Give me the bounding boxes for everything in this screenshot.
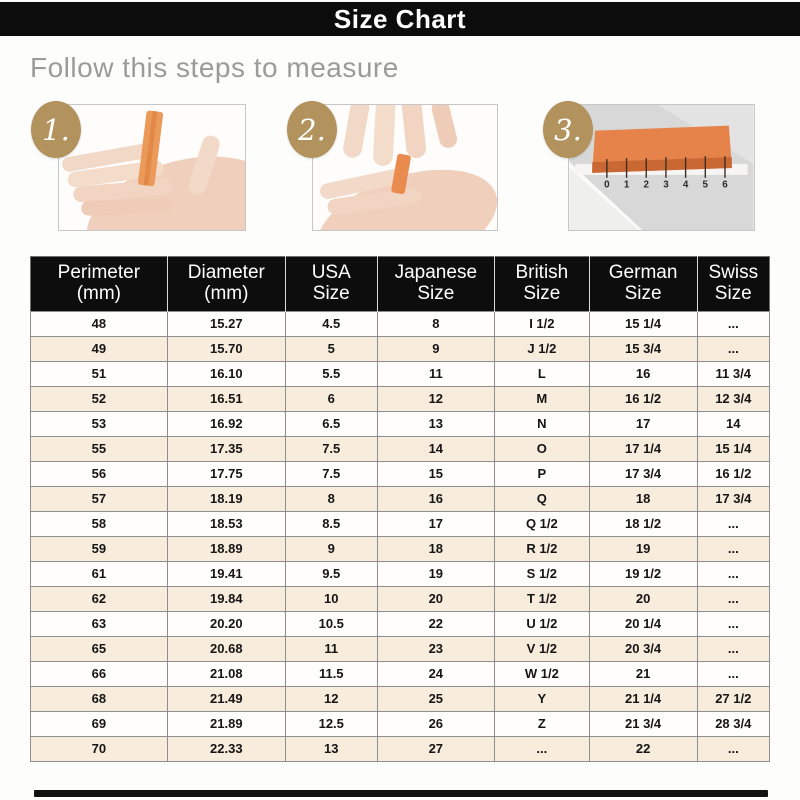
table-cell: 8 xyxy=(377,311,495,336)
step-1-badge: 1. xyxy=(31,101,81,158)
table-cell: M xyxy=(495,386,590,411)
table-cell: 59 xyxy=(31,536,168,561)
table-cell: 17 xyxy=(377,511,495,536)
table-row xyxy=(31,611,770,636)
table-cell: 12 xyxy=(377,386,495,411)
table-row xyxy=(31,461,770,486)
table-cell: 25 xyxy=(377,686,495,711)
table-cell: 9.5 xyxy=(285,561,377,586)
ruler-number: 4 xyxy=(682,179,689,191)
table-cell: I 1/2 xyxy=(495,311,590,336)
table-cell: 13 xyxy=(285,736,377,761)
table-cell: 19 1/2 xyxy=(589,561,697,586)
table-cell: 21.08 xyxy=(167,661,285,686)
table-cell: 20 1/4 xyxy=(589,611,697,636)
table-row xyxy=(31,586,770,611)
table-cell: 21 3/4 xyxy=(589,711,697,736)
table-row xyxy=(31,386,770,411)
table-cell: 16 1/2 xyxy=(589,386,697,411)
table-cell: 11 xyxy=(285,636,377,661)
table-cell: 22.33 xyxy=(167,736,285,761)
table-cell: 20.68 xyxy=(167,636,285,661)
table-cell: 49 xyxy=(31,336,168,361)
ruler-number: 5 xyxy=(702,179,709,191)
table-cell: 18 xyxy=(589,486,697,511)
table-cell: 6.5 xyxy=(285,411,377,436)
table-cell: U 1/2 xyxy=(495,611,590,636)
table-cell: 10.5 xyxy=(285,611,377,636)
step-1-photo xyxy=(58,104,246,231)
table-cell: T 1/2 xyxy=(495,586,590,611)
table-cell: ... xyxy=(697,636,769,661)
table-header xyxy=(31,257,770,312)
table-cell: 14 xyxy=(697,411,769,436)
table-cell: 20 3/4 xyxy=(589,636,697,661)
column-header: German Size xyxy=(589,257,697,312)
table-cell: 11 xyxy=(377,361,495,386)
table-cell: 11 3/4 xyxy=(697,361,769,386)
table-cell: ... xyxy=(697,336,769,361)
table-cell: 14 xyxy=(377,436,495,461)
table-cell: 27 xyxy=(377,736,495,761)
ruler-strip-illustration xyxy=(569,105,754,230)
table-cell: 11.5 xyxy=(285,661,377,686)
table-cell: 21.89 xyxy=(167,711,285,736)
table-cell: 15 1/4 xyxy=(697,436,769,461)
table-cell: 61 xyxy=(31,561,168,586)
table-cell: 17 xyxy=(589,411,697,436)
ruler-number: 0 xyxy=(604,179,610,191)
table-cell: 5 xyxy=(285,336,377,361)
table-cell: 15 1/4 xyxy=(589,311,697,336)
table-cell: 21 1/4 xyxy=(589,686,697,711)
title-bar xyxy=(0,2,800,36)
table-cell: ... xyxy=(697,311,769,336)
table-cell: 15 3/4 xyxy=(589,336,697,361)
table-cell: ... xyxy=(697,661,769,686)
table-row xyxy=(31,711,770,736)
table-cell: 68 xyxy=(31,686,168,711)
table-cell: 15.27 xyxy=(167,311,285,336)
table-row xyxy=(31,311,770,336)
column-header: Japanese Size xyxy=(377,257,495,312)
table-cell: 18.89 xyxy=(167,536,285,561)
table-cell: 16.92 xyxy=(167,411,285,436)
table-cell: 62 xyxy=(31,586,168,611)
table-cell: 65 xyxy=(31,636,168,661)
table-cell: 21.49 xyxy=(167,686,285,711)
table-cell: 15.70 xyxy=(167,336,285,361)
table-cell: 23 xyxy=(377,636,495,661)
table-cell: 57 xyxy=(31,486,168,511)
table-cell: 55 xyxy=(31,436,168,461)
table-cell: 58 xyxy=(31,511,168,536)
table-cell: 52 xyxy=(31,386,168,411)
table-cell: 12 3/4 xyxy=(697,386,769,411)
table-cell: 5.5 xyxy=(285,361,377,386)
column-header: British Size xyxy=(495,257,590,312)
table-cell: 4.5 xyxy=(285,311,377,336)
table-row xyxy=(31,736,770,761)
table-cell: 22 xyxy=(377,611,495,636)
table-cell: 28 3/4 xyxy=(697,711,769,736)
table-cell: 16 xyxy=(377,486,495,511)
table-cell: P xyxy=(495,461,590,486)
ruler-number: 2 xyxy=(643,179,649,191)
table-cell: 18 1/2 xyxy=(589,511,697,536)
table-cell: O xyxy=(495,436,590,461)
table-row xyxy=(31,411,770,436)
step-2-badge: 2. xyxy=(287,101,337,158)
table-cell: ... xyxy=(697,561,769,586)
table-cell: 17 1/4 xyxy=(589,436,697,461)
ruler-number: 1 xyxy=(623,179,630,191)
table-cell: 20.20 xyxy=(167,611,285,636)
ruler-number: 6 xyxy=(722,179,728,191)
table-cell: 17 3/4 xyxy=(697,486,769,511)
table-cell: 19.84 xyxy=(167,586,285,611)
table-cell: 8 xyxy=(285,486,377,511)
table-cell: 22 xyxy=(589,736,697,761)
table-cell: Z xyxy=(495,711,590,736)
page-title: Size Chart xyxy=(333,3,467,34)
table-cell: ... xyxy=(697,586,769,611)
table-cell: 26 xyxy=(377,711,495,736)
table-cell: ... xyxy=(495,736,590,761)
table-cell: 19 xyxy=(377,561,495,586)
table-cell: 66 xyxy=(31,661,168,686)
pinching-hands-illustration xyxy=(313,105,497,230)
table-cell: 27 1/2 xyxy=(697,686,769,711)
table-cell: 9 xyxy=(285,536,377,561)
table-cell: 13 xyxy=(377,411,495,436)
table-cell: L xyxy=(495,361,590,386)
column-header: Perimeter (mm) xyxy=(31,257,168,312)
table-cell: 24 xyxy=(377,661,495,686)
table-cell: 20 xyxy=(589,586,697,611)
table-row xyxy=(31,436,770,461)
table-cell: 18 xyxy=(377,536,495,561)
table-cell: R 1/2 xyxy=(495,536,590,561)
table-cell: 16 xyxy=(589,361,697,386)
table-cell: N xyxy=(495,411,590,436)
instructions-heading: Follow this steps to measure xyxy=(30,52,399,83)
table-row xyxy=(31,336,770,361)
table-row xyxy=(31,486,770,511)
column-header: Swiss Size xyxy=(697,257,769,312)
table-cell: 16 1/2 xyxy=(697,461,769,486)
table-cell: 17.75 xyxy=(167,461,285,486)
table-cell: 56 xyxy=(31,461,168,486)
ruler-number: 3 xyxy=(663,179,669,191)
table-cell: 21 xyxy=(589,661,697,686)
step-2-photo xyxy=(312,104,498,231)
table-cell: 63 xyxy=(31,611,168,636)
table-cell: 18.19 xyxy=(167,486,285,511)
table-cell: Q 1/2 xyxy=(495,511,590,536)
table-cell: 17 3/4 xyxy=(589,461,697,486)
table-cell: J 1/2 xyxy=(495,336,590,361)
step-3-photo xyxy=(568,104,755,231)
table-cell: 7.5 xyxy=(285,436,377,461)
table-row xyxy=(31,686,770,711)
table-cell: 70 xyxy=(31,736,168,761)
table-cell: Y xyxy=(495,686,590,711)
table-cell: 8.5 xyxy=(285,511,377,536)
table-cell: 17.35 xyxy=(167,436,285,461)
table-cell: S 1/2 xyxy=(495,561,590,586)
table-cell: ... xyxy=(697,511,769,536)
table-cell: 48 xyxy=(31,311,168,336)
column-header: Diameter (mm) xyxy=(167,257,285,312)
table-row xyxy=(31,636,770,661)
table-cell: ... xyxy=(697,611,769,636)
table-row xyxy=(31,536,770,561)
table-cell: 19 xyxy=(589,536,697,561)
table-bottom-bar xyxy=(34,790,768,797)
table-row xyxy=(31,561,770,586)
ring-size-conversion-table xyxy=(30,256,770,762)
table-row xyxy=(31,511,770,536)
hand-strip-illustration xyxy=(59,105,245,230)
table-cell: 20 xyxy=(377,586,495,611)
table-cell: 6 xyxy=(285,386,377,411)
table-cell: 16.10 xyxy=(167,361,285,386)
table-cell: 12.5 xyxy=(285,711,377,736)
table-row xyxy=(31,361,770,386)
table-cell: ... xyxy=(697,536,769,561)
table-cell: 12 xyxy=(285,686,377,711)
column-header: USA Size xyxy=(285,257,377,312)
table-cell: W 1/2 xyxy=(495,661,590,686)
table-cell: 19.41 xyxy=(167,561,285,586)
table-cell: 69 xyxy=(31,711,168,736)
table-cell: 16.51 xyxy=(167,386,285,411)
table-cell: 10 xyxy=(285,586,377,611)
table-cell: 53 xyxy=(31,411,168,436)
step-3-badge: 3. xyxy=(543,101,593,158)
table-cell: 18.53 xyxy=(167,511,285,536)
table-cell: 51 xyxy=(31,361,168,386)
table-cell: V 1/2 xyxy=(495,636,590,661)
table-cell: ... xyxy=(697,736,769,761)
table-cell: 15 xyxy=(377,461,495,486)
table-cell: 9 xyxy=(377,336,495,361)
table-row xyxy=(31,661,770,686)
table-cell: Q xyxy=(495,486,590,511)
table-cell: 7.5 xyxy=(285,461,377,486)
